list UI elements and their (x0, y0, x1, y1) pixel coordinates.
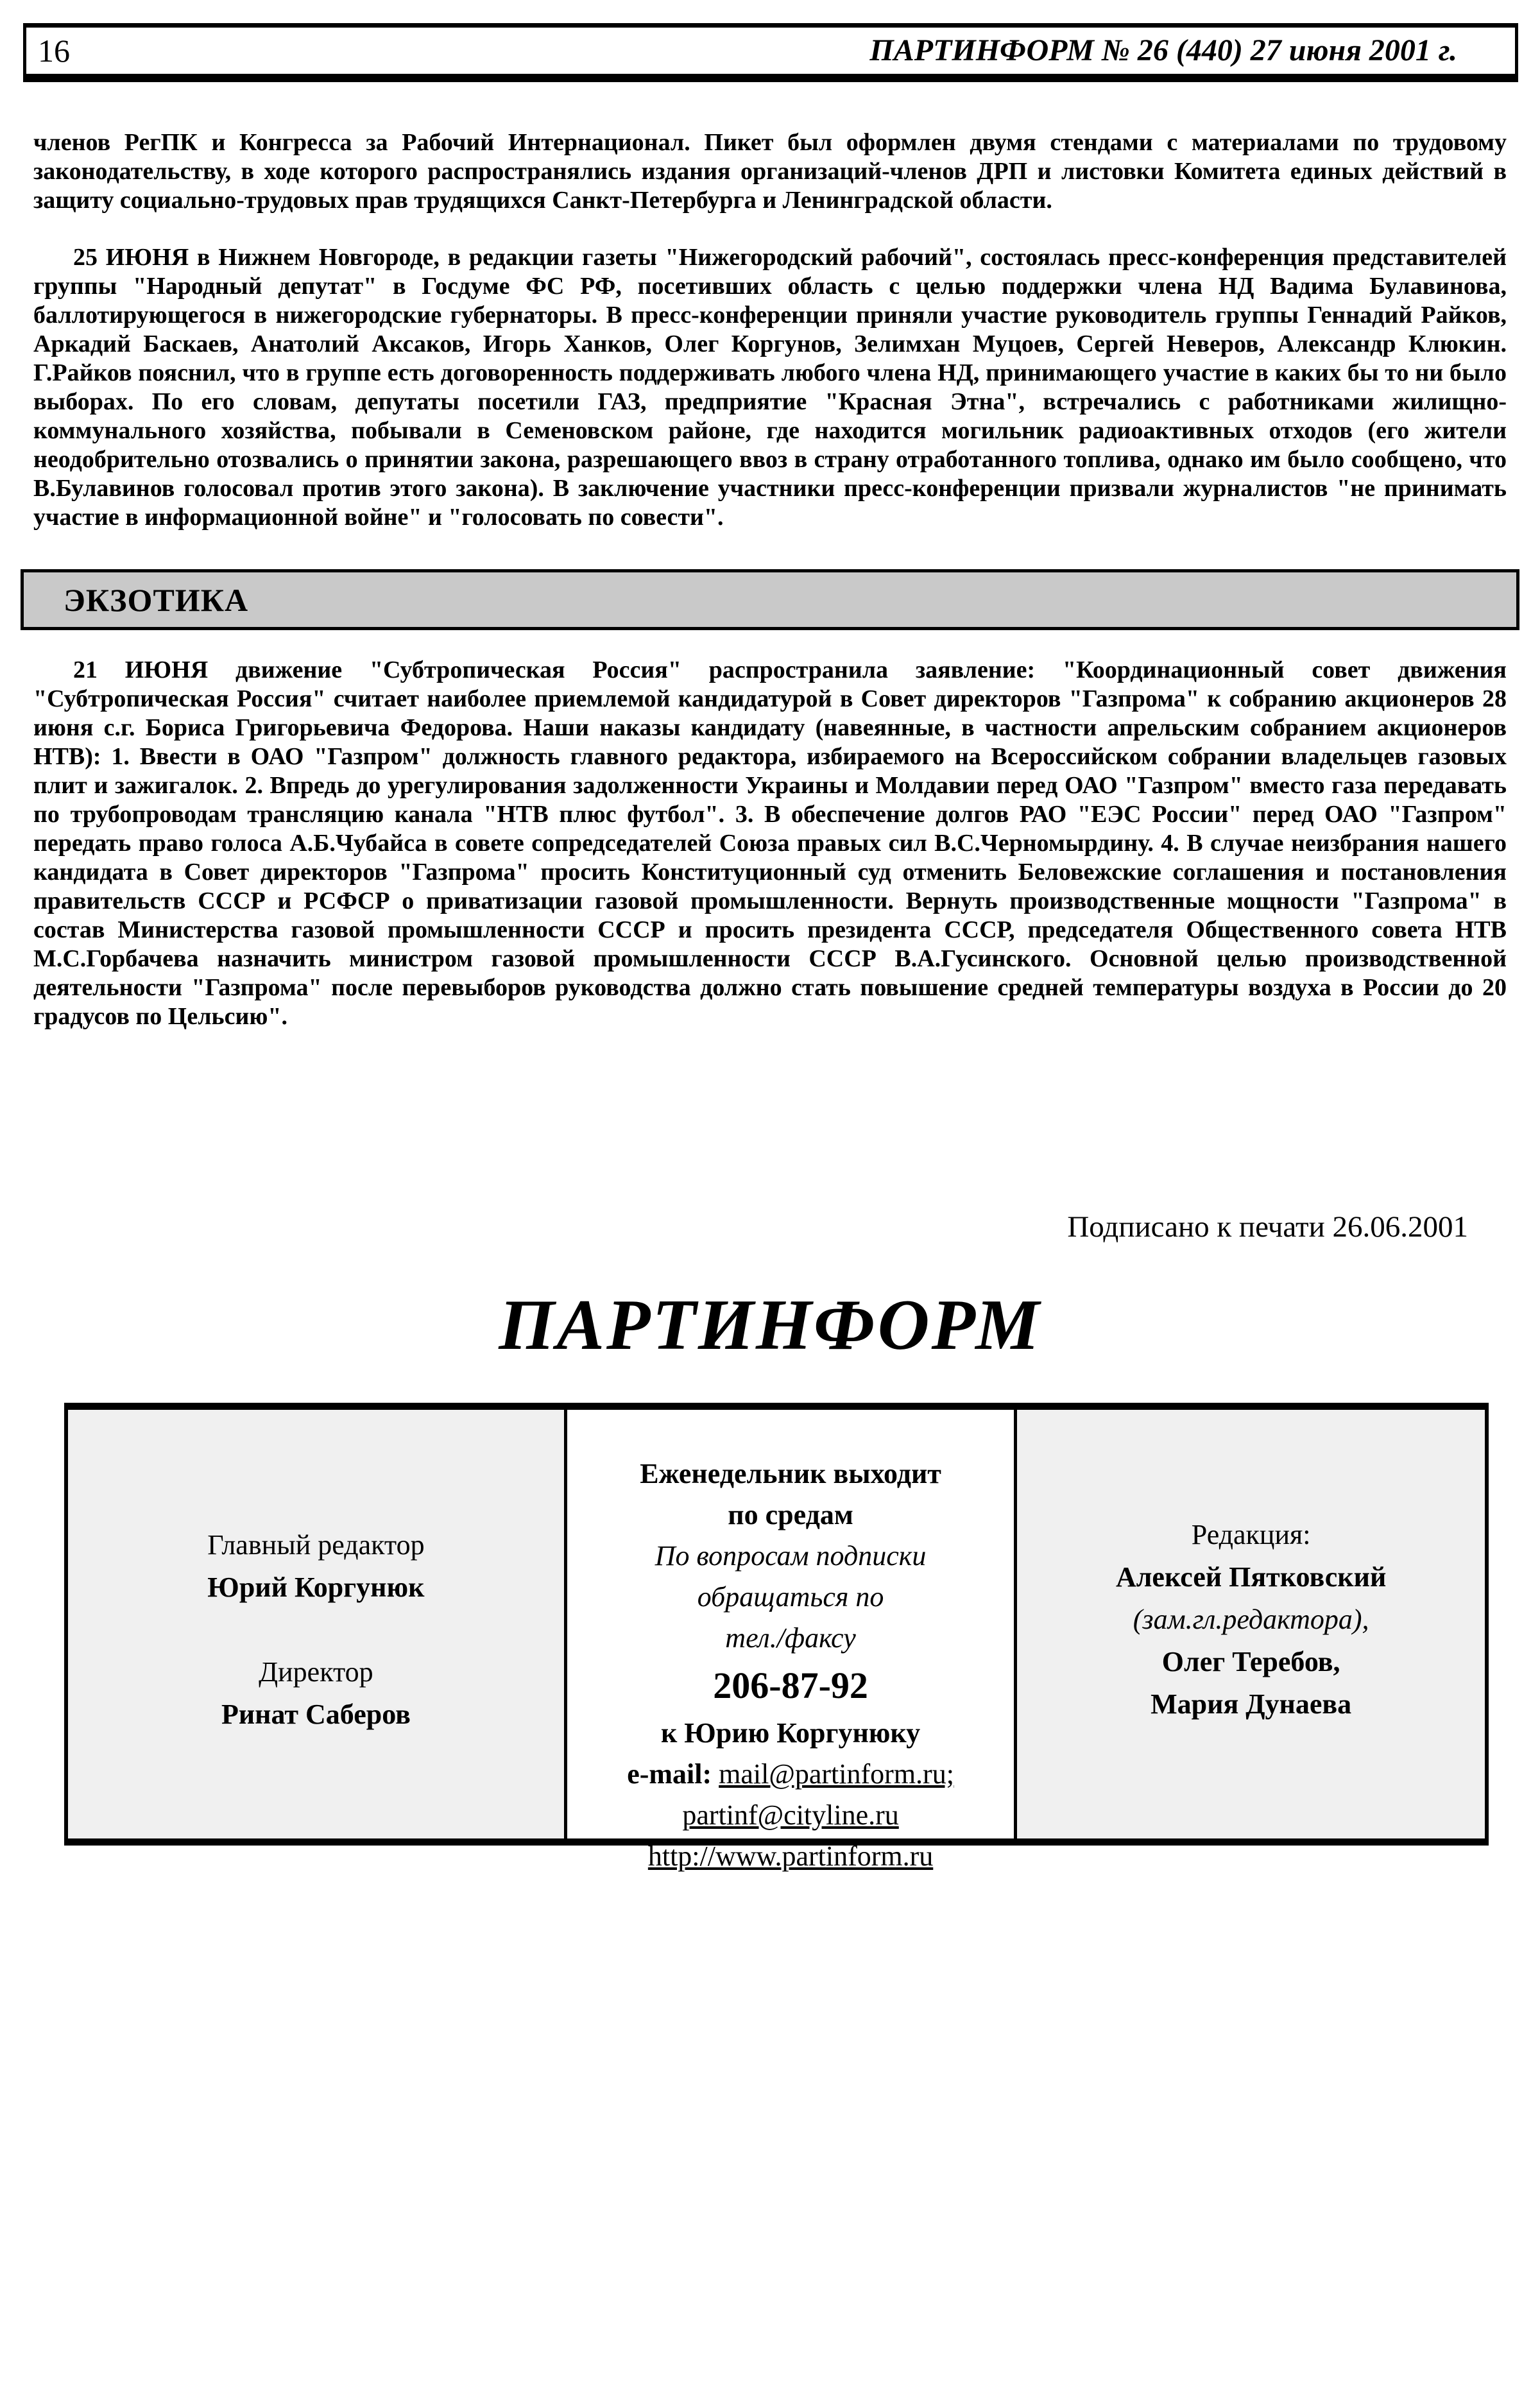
article-paragraph-25-june: 25 ИЮНЯ в Нижнем Новгороде, в редакции газеты "Нижегородский рабочий", состоялась пресс-конференция представителей группы "Народный депутат" в Госдуме ФС РФ, посетивших область с целью поддержки члена НД Вадима Булавинова, баллотирующегося в нижегородские губернаторы. В пресс-конференции приняли участие руководитель группы Геннадий Райков, Аркадий Баскаев, Анатолий Аксаков, Игорь Ханков, Олег Коргунов, Зелимхан Муцоев, Сергей Неверов, Александр Клюкин. Г.Райков пояснил, что в группе есть договоренность поддерживать любого члена НД, принимающего участие в каких бы то ни было выборах. По его словам, депутаты посетили ГАЗ, предприятие "Красная Этна", встречались с работниками жилищно-коммунального хозяйства, побывали в Семеновском районе, где находится могильник радиоактивных отходов (его жители неодобрительно отозвались о принятии закона, разрешающего ввоз в страну отработанного топлива, однако им было сообщено, что В.Булавинов голосовал против этого закона). В заключение участники пресс-конференции призвали журналистов "не принимать участие в информационной войне" и "голосовать по совести". (33, 244, 1507, 531)
issue-title: ПАРТИНФОРМ № 26 (440) 27 июня 2001 г. (869, 33, 1457, 67)
editor-role: (зам.гл.редактора), (1133, 1604, 1369, 1635)
page-header (23, 23, 1518, 82)
masthead-title: ПАРТИНФОРМ (499, 1285, 1041, 1365)
editorial-team-title: Редакция: (1191, 1519, 1311, 1550)
email-label: e-mail: (627, 1758, 712, 1790)
director-role: Директор (259, 1656, 373, 1688)
section-header-exotica (21, 569, 1519, 630)
editor-name: Алексей Пятковский (1115, 1561, 1387, 1593)
editor-name: Мария Дунаева (1151, 1688, 1352, 1720)
publication-info-cell (564, 1410, 1018, 1872)
editor-cell (68, 1410, 564, 1838)
masthead-table (64, 1403, 1489, 1872)
chief-editor-role: Главный редактор (207, 1529, 425, 1561)
website-url: http://www.partinform.ru (647, 1840, 934, 1872)
spacer (68, 1609, 564, 1651)
editorial-team-cell (1017, 1410, 1485, 1838)
schedule-line: по средам (728, 1499, 853, 1530)
subscription-line: По вопросам подписки (654, 1540, 927, 1572)
email-address-1: mail@partinform.ru; (719, 1758, 954, 1790)
subscription-line: тел./факсу (725, 1622, 856, 1654)
chief-editor-name: Юрий Коргунюк (207, 1572, 425, 1603)
page-number: 16 (38, 33, 70, 69)
phone-number: 206-87-92 (713, 1665, 868, 1706)
schedule-line: Еженедельник выходит (640, 1458, 941, 1489)
contact-person: к Юрию Коргунюку (660, 1717, 921, 1749)
article-paragraph-continuation: членов РегПК и Конгресса за Рабочий Интернационал. Пикет был оформлен двумя стендами с материалами по трудовому законодательству, в ходе которого распространялись издания организаций-членов ДРП и листовки Комитета единых действий в защиту социально-трудовых прав трудящихся Санкт-Петербурга и Ленинградской области. (33, 129, 1507, 214)
signed-to-print-line: Подписано к печати 26.06.2001 (1067, 1210, 1468, 1244)
subscription-line: обращаться по (697, 1581, 884, 1613)
email-line (567, 1754, 1014, 1795)
article-paragraph-exotica: 21 ИЮНЯ движение "Субтропическая Россия" распространила заявление: "Координационный совет движения "Субтропическая Россия" считает наиболее приемлемой кандидатурой в Совет директоров "Газпрома" к собранию акционеров 28 июня с.г. Бориса Григорьевича Федорова. Наши наказы кандидату (навеянные, в частности апрельским собранием акционеров НТВ): 1. Ввести в ОАО "Газпром" должность главного редактора, избираемого на Всероссийском собрании владельцев газовых плит и зажигалок. 2. Впредь до урегулирования задолженности Украины и Молдавии перед ОАО "Газпром" вместо газа передавать по трубопроводам трансляцию канала "НТВ плюс футбол". 3. В обеспечение долгов РАО "ЕЭС России" перед ОАО "Газпром" передать право голоса А.Б.Чубайса в совете сопредседателей Союза правых сил В.С.Черномырдину. 4. В случае неизбрания нашего кандидата в Совет директоров "Газпрома" просить Конституционный суд отменить Беловежские соглашения и постановления правительств СССР и РСФСР о приватизации газовой промышленности. Вернуть производственные мощности "Газпрома" в состав Министерства газовой промышленности СССР и просить президента СССР, председателя Общественного совета НТВ М.С.Горбачева назначить министром газовой промышленности СССР В.А.Гусинского. Основной целью производственной деятельности "Газпрома" после перевыборов руководства должно стать повышение средней температуры воздуха в России до 20 градусов по Цельсию". (33, 656, 1507, 1030)
section-header-label: ЭКЗОТИКА (64, 581, 249, 618)
email-address-2: partinf@cityline.ru (682, 1799, 899, 1831)
director-name: Ринат Саберов (221, 1699, 411, 1730)
editor-name: Олег Теребов, (1161, 1646, 1340, 1677)
